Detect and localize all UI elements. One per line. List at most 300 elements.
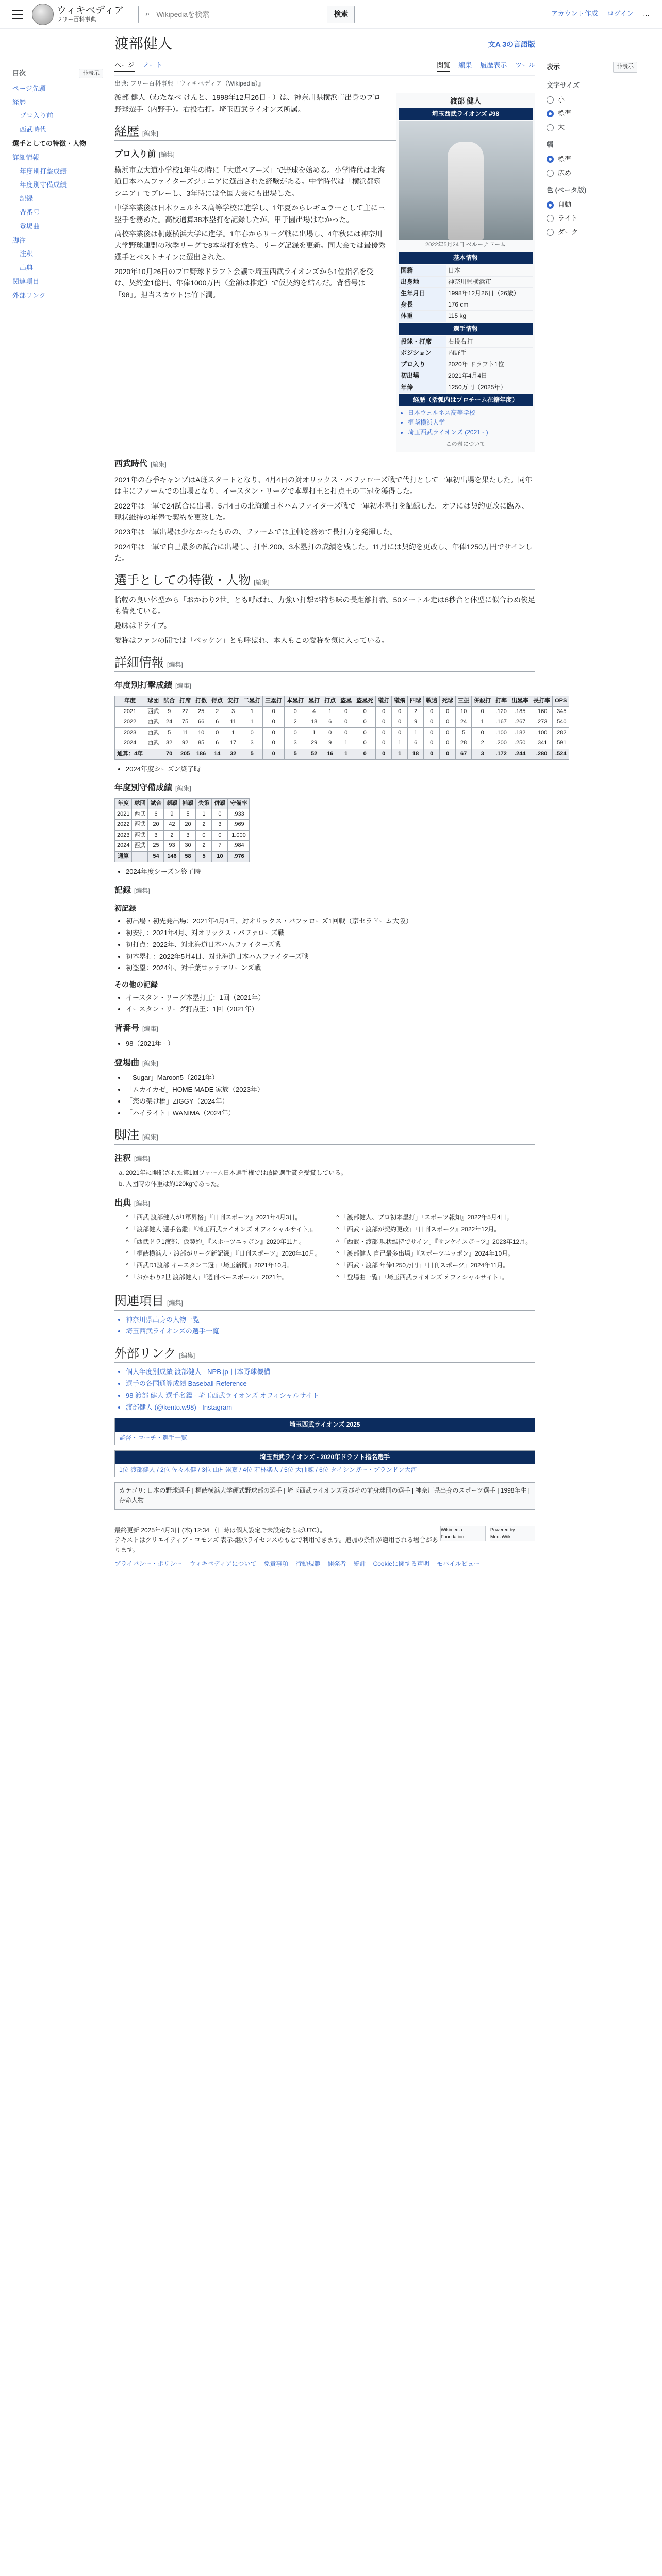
table-cell: 70: [161, 749, 177, 759]
toc-item[interactable]: 年度別守備成績: [20, 181, 67, 189]
table-cell: 0: [472, 706, 493, 717]
table-cell: 1.000: [228, 830, 250, 841]
table-cell: 0: [354, 749, 376, 759]
radio-option[interactable]: [547, 198, 637, 212]
edit-link[interactable]: [編集]: [175, 785, 191, 792]
table-cell: 0: [285, 706, 306, 717]
navbox-title[interactable]: 埼玉西武ライオンズ 2025: [115, 1418, 535, 1431]
table-cell: .969: [228, 820, 250, 831]
toc-item[interactable]: 登場曲: [20, 222, 40, 230]
infobox-row: [399, 299, 533, 310]
toc-item[interactable]: 外部リンク: [12, 291, 46, 299]
heading-batting: 年度別打撃成績 [編集]: [114, 681, 191, 690]
toc-item[interactable]: 年度別打撃成績: [20, 167, 67, 175]
table-cell: 2022: [115, 820, 132, 831]
table-header: 打率: [493, 696, 509, 707]
table-cell: 17: [225, 738, 241, 749]
table-cell: 2: [164, 830, 180, 841]
toc-item[interactable]: 関連項目: [12, 277, 40, 285]
language-button[interactable]: 文A 3の言語版: [488, 40, 535, 48]
table-cell: 西武: [145, 727, 161, 738]
table-cell: 0: [440, 706, 456, 717]
table-row: [115, 738, 569, 749]
table-cell: 0: [392, 727, 408, 738]
table-cell: .167: [493, 717, 509, 728]
table-header: 犠打: [376, 696, 392, 707]
footer-link[interactable]: 開発者: [327, 1560, 346, 1568]
table-header: 補殺: [180, 798, 196, 809]
footer-link[interactable]: 行動規範: [295, 1560, 321, 1568]
edit-link[interactable]: [編集]: [134, 1199, 150, 1207]
table-cell: 6: [322, 717, 338, 728]
mediawiki-badge[interactable]: Powered by MediaWiki: [490, 1526, 535, 1541]
edit-link[interactable]: [編集]: [134, 1155, 150, 1162]
table-cell: 93: [164, 841, 180, 852]
table-cell: 66: [193, 717, 209, 728]
radio-circle-icon[interactable]: [547, 215, 554, 222]
infobox-value: 右投右打: [448, 337, 473, 345]
list-item: • イースタン・リーグ打点王：1回（2021年）: [126, 1004, 535, 1015]
infobox-row: [399, 287, 533, 299]
license-text: テキストはクリエイティブ・コモンズ 表示-継承ライセンスのもとで利用できます。追加の条件が適用される場合があります。: [114, 1536, 438, 1553]
search-box: [138, 6, 355, 23]
radio-option[interactable]: [547, 226, 637, 240]
wikimedia-badge[interactable]: Wikimedia Foundation: [440, 1526, 486, 1541]
table-cell: 5: [285, 749, 306, 759]
heading-notes: 脚注 [編集]: [114, 1128, 535, 1144]
table-cell: 西武: [132, 841, 148, 852]
table-cell: 6: [148, 809, 164, 820]
edit-link[interactable]: [編集]: [167, 661, 183, 669]
table-cell: 0: [440, 738, 456, 749]
table-cell: 西武: [132, 830, 148, 841]
table-cell: 20: [148, 820, 164, 831]
tab-action-0[interactable]: 閲覧: [437, 60, 450, 72]
footer-link[interactable]: モバイルビュー: [436, 1560, 480, 1568]
edit-link[interactable]: [編集]: [151, 461, 167, 468]
reference-item: ^ 「西武・渡部 年俸1250万円」『日刊スポーツ』2024年11月。: [336, 1261, 509, 1269]
table-row: [115, 841, 250, 852]
table-cell: 2022: [115, 717, 145, 728]
list-item[interactable]: • 選手の各国通算成績 Baseball-Reference: [126, 1379, 535, 1389]
search-input[interactable]: [156, 10, 327, 19]
list-item: • イースタン・リーグ本塁打王：1回（2021年）: [126, 993, 535, 1004]
radio-option[interactable]: [547, 166, 637, 180]
infobox-value: 2021年4月4日: [448, 372, 488, 380]
edit-link[interactable]: [編集]: [175, 682, 191, 690]
infobox-row: [399, 347, 533, 359]
heading-fielding: 年度別守備成績 [編集]: [114, 784, 191, 793]
radio-circle-icon[interactable]: [547, 201, 554, 209]
table-cell: 0: [376, 749, 392, 759]
navbox-title[interactable]: 埼玉西武ライオンズ - 2020年ドラフト指名選手: [115, 1451, 535, 1464]
table-cell: 0: [212, 830, 228, 841]
toc-list: [12, 82, 103, 303]
table-cell: 2023: [115, 727, 145, 738]
footer-link[interactable]: 免責事項: [263, 1560, 289, 1568]
table-header: 球団: [132, 798, 148, 809]
table-row: [115, 717, 569, 728]
heading-theme: 登場曲 [編集]: [114, 1058, 158, 1067]
radio-option[interactable]: [547, 212, 637, 226]
table-cell: 1: [241, 717, 263, 728]
table-header: 敬遠: [424, 696, 440, 707]
player-photo[interactable]: [399, 121, 533, 240]
infobox-row: [399, 382, 533, 393]
edit-link[interactable]: [編集]: [179, 1352, 195, 1360]
table-cell: 0: [376, 717, 392, 728]
login-link[interactable]: ログイン: [607, 10, 634, 18]
search-button[interactable]: 検索: [327, 6, 354, 23]
infobox-career-bar: 経歴（括弧内はプロチーム在籍年度）: [399, 394, 533, 406]
radio-option[interactable]: [547, 107, 637, 121]
table-cell: 1: [338, 749, 354, 759]
table-cell: 0: [472, 727, 493, 738]
table-cell: 5: [456, 727, 472, 738]
table-cell: .267: [509, 717, 531, 728]
tab-action-3[interactable]: ツール: [515, 61, 535, 70]
infobox-value: 神奈川県横浜市: [448, 278, 492, 285]
table-cell: .250: [509, 738, 531, 749]
footer-link[interactable]: ウィキペディアについて: [189, 1560, 257, 1568]
table-cell: 0: [241, 727, 263, 738]
toc-item[interactable]: 経歴: [12, 98, 26, 106]
table-cell: 0: [354, 738, 376, 749]
list-item[interactable]: • 個人年度別成績 渡部健人 - NPB.jp 日本野球機構: [126, 1367, 535, 1378]
infobox-key: 身長: [399, 299, 446, 310]
list-item: • 「ハイライト」WANIMA（2024年）: [126, 1108, 535, 1119]
create-account-link[interactable]: アカウント作成: [551, 10, 598, 18]
table-cell: 1: [392, 749, 408, 759]
table-total-row: [115, 749, 569, 759]
table-total-row: [115, 851, 250, 862]
table-cell: .282: [553, 727, 569, 738]
table-cell: .280: [531, 749, 553, 759]
table-cell: 10: [212, 851, 228, 862]
table-cell: 1: [241, 706, 263, 717]
paragraph: 趣味はドライブ。: [114, 621, 172, 630]
heading-external: 外部リンク [編集]: [114, 1346, 535, 1363]
table-cell: 85: [193, 738, 209, 749]
toc-item[interactable]: 詳細情報: [12, 153, 40, 161]
batting-note: • 2024年度シーズン終了時: [126, 764, 535, 775]
footer-link[interactable]: プライバシー・ポリシー: [114, 1560, 183, 1568]
table-cell: 27: [177, 706, 193, 717]
table-cell: 1: [408, 727, 424, 738]
career-item[interactable]: • 埼玉西武ライオンズ (2021 - ): [408, 428, 531, 437]
tab-action-1[interactable]: 編集: [458, 61, 472, 70]
table-cell: 10: [456, 706, 472, 717]
radio-label: 標準: [558, 155, 572, 163]
table-cell: 1: [306, 727, 322, 738]
table-cell: 0: [263, 749, 285, 759]
table-cell: 92: [177, 738, 193, 749]
table-cell: 32: [225, 749, 241, 759]
infobox-row: [399, 310, 533, 321]
toc-hide-button[interactable]: 非表示: [79, 69, 103, 79]
reference-item: ^ 「渡部健人 自己最多出場」『スポーツニッポン』2024年10月。: [336, 1249, 515, 1257]
navbox-body[interactable]: 監督・コーチ・選手一覧: [119, 1434, 188, 1442]
table-cell: 0: [338, 727, 354, 738]
table-header: 年度: [115, 798, 132, 809]
table-header: 本塁打: [285, 696, 306, 707]
toc-item[interactable]: 西武時代: [20, 126, 47, 134]
list-item[interactable]: • 98 渡部 健人 選手名鑑 - 埼玉西武ライオンズ オフィシャルサイト: [126, 1391, 535, 1401]
infobox-key: 年俸: [399, 382, 446, 393]
tab-action-2[interactable]: 履歴表示: [480, 61, 507, 70]
wikipedia-logo[interactable]: [32, 4, 124, 25]
table-cell: 2024: [115, 738, 145, 749]
edit-link[interactable]: [編集]: [142, 1025, 158, 1033]
table-cell: .933: [228, 809, 250, 820]
table-cell: 32: [161, 738, 177, 749]
table-cell: 2: [408, 706, 424, 717]
category-links[interactable]: カテゴリ: 日本の野球選手 | 桐蔭横浜大学硬式野球部の選手 | 埼玉西武ライオンズ及びその前身球団の選手 | 神奈川県出身のスポーツ選手 | 1998年生 | 存命人物: [114, 1482, 535, 1509]
career-item[interactable]: • 日本ウェルネス高等学校: [408, 408, 531, 418]
infobox-key: 初出場: [399, 370, 446, 381]
table-cell: 2: [472, 738, 493, 749]
heading-refs: 出典 [編集]: [114, 1198, 150, 1208]
table-cell: .200: [493, 738, 509, 749]
reference-item: ^ 「渡部健人、プロ初本塁打」『スポーツ報知』2022年5月4日。: [336, 1214, 513, 1222]
paragraph: 愛称はファンの間では「ベッケン」とも呼ばれ、本人もこの愛称を気に入っている。: [114, 636, 389, 645]
table-row: [115, 820, 250, 831]
user-menu-icon[interactable]: …: [643, 10, 650, 18]
table-cell: 5: [180, 809, 196, 820]
radio-label: 小: [558, 95, 565, 104]
radio-circle-icon[interactable]: [547, 229, 554, 236]
list-item: a. 2021年に開催された第1回ファーム日本選手権では敢闘選手賞を受賞している。: [126, 1168, 535, 1178]
toc-item[interactable]: 出典: [20, 264, 34, 272]
heading-related: 関連項目 [編集]: [114, 1294, 535, 1310]
table-cell: 0: [212, 809, 228, 820]
globe-logo-icon: [32, 4, 54, 25]
list-item[interactable]: • 埼玉西武ライオンズの選手一覧: [126, 1326, 535, 1337]
table-cell: .976: [228, 851, 250, 862]
radio-option[interactable]: [547, 93, 637, 107]
footer: [114, 1519, 535, 1575]
table-cell: 0: [263, 727, 285, 738]
infobox-key: 投球・打席: [399, 336, 446, 347]
heading-detail: 詳細情報 [編集]: [114, 655, 535, 672]
footer-link[interactable]: Cookieに関する声明: [373, 1560, 429, 1568]
top-header: [0, 0, 662, 29]
other-records-sub: その他の記録: [114, 980, 158, 989]
radio-circle-icon[interactable]: [547, 96, 554, 104]
table-cell: 西武: [145, 717, 161, 728]
table-header: 長打率: [531, 696, 553, 707]
table-cell: 146: [164, 851, 180, 862]
edit-link[interactable]: [編集]: [142, 130, 158, 138]
table-header: 球団: [145, 696, 161, 707]
heading-career: 経歴 [編集]: [114, 124, 535, 141]
table-cell: 3: [225, 706, 241, 717]
infobox-team-bar: 埼玉西武ライオンズ #98: [399, 108, 533, 120]
table-header: 犠飛: [392, 696, 408, 707]
table-cell: .540: [553, 717, 569, 728]
table-cell: 18: [408, 749, 424, 759]
paragraph: 中学卒業後は日本ウェルネス高等学校に進学し、1年夏からレギュラーとして主に三塁手を務めた。高校通算38本塁打を記録したが、甲子園出場はなかった。: [114, 204, 385, 224]
table-cell: 3: [472, 749, 493, 759]
table-cell: 6: [209, 738, 225, 749]
table-cell: 3: [148, 830, 164, 841]
table-cell: 0: [322, 727, 338, 738]
table-header: 二塁打: [241, 696, 263, 707]
navbox: [114, 1418, 535, 1445]
paragraph: 高校卒業後は桐蔭横浜大学に進学。1年春からリーグ戦に出場し、4年秋には神奈川大学野球連盟の秋季リーグで8本塁打を放ち、リーグ記録を更新。同大会では最優秀選手とベストナインに選出された。: [114, 229, 386, 261]
table-cell: 67: [456, 749, 472, 759]
color-group: 色 (ベータ版): [547, 186, 587, 194]
table-header: 年度: [115, 696, 145, 707]
table-header: 打数: [193, 696, 209, 707]
list-item: • 「恋の架け橋」ZIGGY（2024年）: [126, 1096, 535, 1107]
table-cell: .185: [509, 706, 531, 717]
paragraph: 2021年の春季キャンプはA班スタートとなり、4月4日の対オリックス・バファローズ戦で代打として一軍初出場を果たした。同年は主にファームでの出場となり、イースタン・リーグで本塁打王と打点王の二冠を獲得した。: [114, 475, 533, 496]
table-cell: .182: [509, 727, 531, 738]
infobox-row: [399, 359, 533, 370]
radio-option[interactable]: [547, 121, 637, 134]
table-header: 試合: [161, 696, 177, 707]
table-cell: 0: [424, 727, 440, 738]
table-header: 守備率: [228, 798, 250, 809]
navbox: [114, 1450, 535, 1477]
table-cell: 3: [180, 830, 196, 841]
tab-1[interactable]: ノート: [142, 61, 163, 70]
photo-caption: 2022年5月24日 ベルーナドーム: [425, 241, 506, 248]
radio-circle-icon[interactable]: [547, 170, 554, 177]
list-item: • 初安打：2021年4月、対オリックス・バファローズ戦: [126, 928, 535, 939]
reference-item: ^ 「桐蔭横浜大・渡部がリーグ新記録」『日刊スポーツ』2020年10月。: [126, 1249, 321, 1257]
table-cell: 2: [196, 841, 212, 852]
table-cell: 18: [306, 717, 322, 728]
page-title: 渡部健人: [114, 36, 173, 52]
table-header: 安打: [225, 696, 241, 707]
toc-item[interactable]: 記録: [20, 195, 34, 203]
text-size-group: 文字サイズ: [547, 81, 580, 89]
appearance-panel: [547, 29, 637, 1575]
table-cell: 0: [285, 727, 306, 738]
table-cell: .524: [553, 749, 569, 759]
table-cell: 10: [193, 727, 209, 738]
toc-item[interactable]: 脚注: [12, 236, 26, 244]
career-item[interactable]: • 桐蔭横浜大学: [408, 418, 531, 428]
table-cell: .120: [493, 706, 509, 717]
table-cell: 9: [161, 706, 177, 717]
edit-link[interactable]: [編集]: [142, 1059, 158, 1067]
radio-circle-icon[interactable]: [547, 124, 554, 131]
infobox-value: 115 kg: [448, 312, 467, 320]
fielding-table: [114, 798, 250, 862]
table-cell: 0: [424, 738, 440, 749]
infobox-row: [399, 336, 533, 347]
edit-link[interactable]: [編集]: [254, 579, 270, 586]
infobox-template-link[interactable]: この表について: [445, 440, 486, 447]
list-item[interactable]: • 渡部健人 (@kento.w98) - Instagram: [126, 1402, 535, 1413]
list-item: • 初打点：2022年、対北海道日本ハムファイターズ戦: [126, 940, 535, 951]
table-cell: 2024: [115, 841, 132, 852]
table-cell: 0: [209, 727, 225, 738]
edit-link[interactable]: [編集]: [159, 151, 175, 159]
navbox-body[interactable]: 1位 渡部健人 / 2位 佐々木健 / 3位 山村崇嘉 / 4位 若林楽人 / 5位 大曲錬 / 6位 タイシンガー・ブランドン大河: [119, 1466, 417, 1474]
footer-link[interactable]: 統計: [353, 1560, 366, 1568]
infobox-player-bar: 選手情報: [399, 323, 533, 335]
list-item[interactable]: • 神奈川県出身の人物一覧: [126, 1315, 535, 1326]
batting-table: [114, 696, 569, 760]
appearance-hide-button[interactable]: 非表示: [613, 62, 637, 73]
toc-item[interactable]: 注釈: [20, 250, 34, 258]
table-cell: 0: [338, 706, 354, 717]
radio-circle-icon[interactable]: [547, 110, 554, 117]
appearance-title: 表示: [547, 63, 560, 71]
reference-item: ^ 「西武ドラ1渡部、仮契約」『スポーツニッポン』2020年11月。: [126, 1238, 305, 1245]
table-row: [115, 727, 569, 738]
table-cell: 0: [376, 738, 392, 749]
infobox-key: プロ入り: [399, 359, 446, 370]
tab-0[interactable]: ページ: [114, 60, 135, 72]
list-item: b. 入団時の体重は約120kgであった。: [126, 1179, 535, 1189]
toc-item[interactable]: 背番号: [20, 208, 40, 216]
table-cell: .244: [509, 749, 531, 759]
paragraph: 2023年は一軍出場は少なかったものの、ファームでは主軸を務めて長打力を発揮した。: [114, 528, 398, 536]
table-cell: 0: [354, 727, 376, 738]
player-figure: [448, 142, 484, 240]
table-header: 得点: [209, 696, 225, 707]
infobox-value: 内野手: [448, 349, 467, 357]
toc-item[interactable]: ページ先頭: [12, 84, 46, 92]
radio-option[interactable]: [547, 152, 637, 166]
table-cell: 42: [164, 820, 180, 831]
table-row: [115, 809, 250, 820]
width-group: 幅: [547, 140, 554, 148]
table-header: 四球: [408, 696, 424, 707]
table-header: 併殺打: [472, 696, 493, 707]
table-cell: 2023: [115, 830, 132, 841]
reference-item: ^ 「西武D1渡部 イースタン二冠」『埼玉新聞』2021年10月。: [126, 1261, 294, 1269]
paragraph: 2024年は一軍で自己最多の試合に出場し、打率.200、3本塁打の成績を残した。11月には契約を更改し、年俸1250万円でサインした。: [114, 542, 533, 563]
table-cell: 3: [241, 738, 263, 749]
last-edit: 最終更新 2025年4月3日 (木) 12:34 （日時は個人設定で未設定ならばUTC）。: [114, 1526, 326, 1534]
infobox-key: 体重: [399, 311, 446, 321]
table-cell: 0: [354, 717, 376, 728]
list-item: • 「Sugar」Maroon5（2021年）: [126, 1073, 535, 1083]
table-row: [115, 830, 250, 841]
edit-link[interactable]: [編集]: [134, 887, 150, 895]
infobox-key: 国籍: [399, 265, 446, 276]
table-cell: 2: [196, 820, 212, 831]
table-header: 打点: [322, 696, 338, 707]
edit-link[interactable]: [編集]: [142, 1133, 158, 1141]
toc-item[interactable]: 選手としての特徴・人物: [12, 139, 87, 147]
table-cell: 20: [180, 820, 196, 831]
table-header: 盗塁死: [354, 696, 376, 707]
table-cell: 2021: [115, 706, 145, 717]
table-cell: 16: [322, 749, 338, 759]
table-header: 三振: [456, 696, 472, 707]
table-cell: 0: [392, 706, 408, 717]
radio-circle-icon[interactable]: [547, 156, 554, 163]
table-cell: 75: [177, 717, 193, 728]
table-cell: 11: [177, 727, 193, 738]
table-cell: 3: [285, 738, 306, 749]
infobox-key: 出身地: [399, 277, 446, 287]
table-cell: 52: [306, 749, 322, 759]
table-header: 失策: [196, 798, 212, 809]
reference-item: ^ 「おかわり2世 渡部健人」『週刊ベースボール』2021年。: [126, 1274, 288, 1281]
main-menu-icon[interactable]: [12, 10, 23, 19]
edit-link[interactable]: [編集]: [167, 1299, 183, 1307]
toc-item[interactable]: プロ入り前: [20, 112, 54, 120]
infobox-row: [399, 276, 533, 287]
